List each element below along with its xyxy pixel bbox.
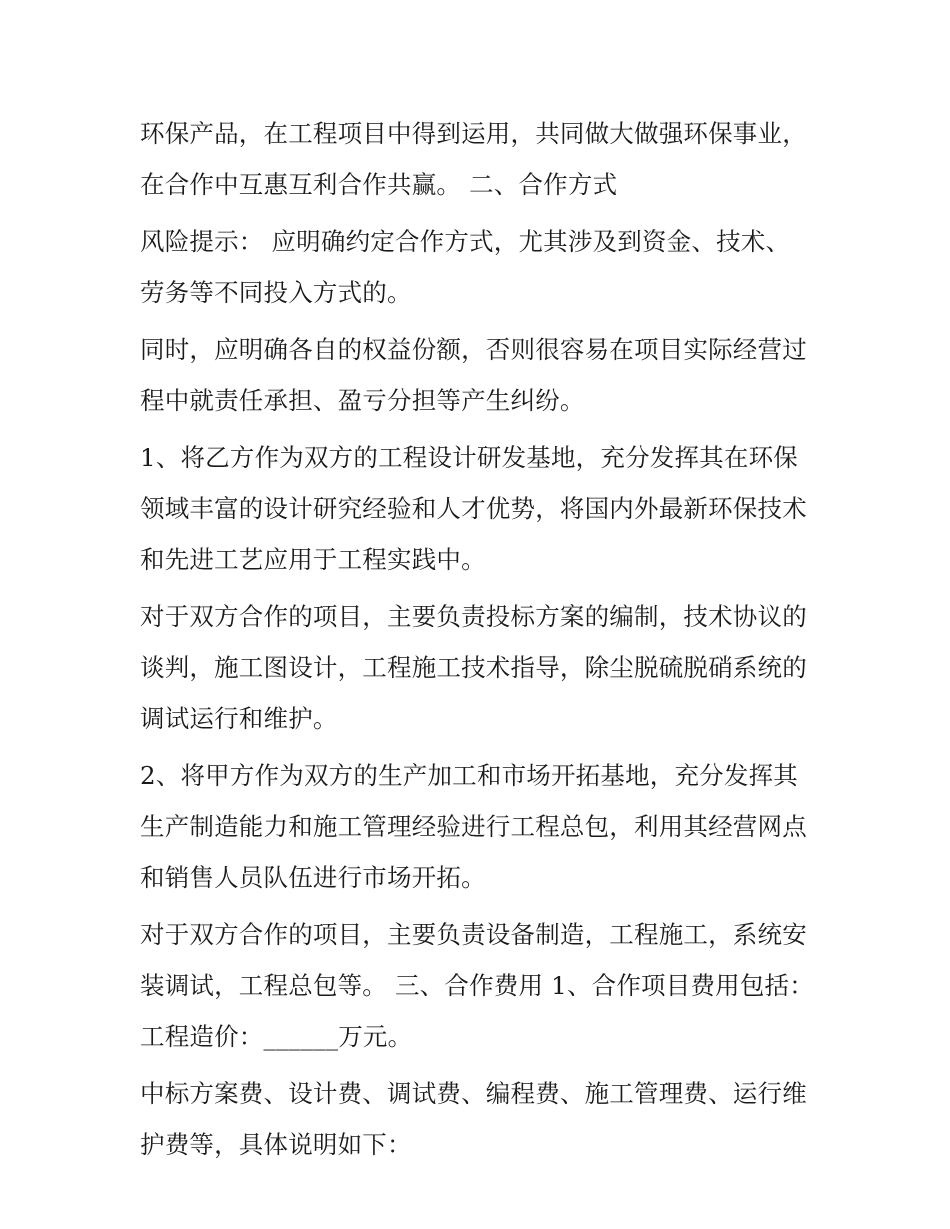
text-line: 同时，应明确各自的权益份额，否则很容易在项目实际经营过: [140, 335, 807, 364]
text-line: 劳务等不同投入方式的。: [140, 278, 412, 307]
text-line: 中标方案费、设计费、调试费、编程费、施工管理费、运行维: [140, 1079, 807, 1108]
text-line: 对于双方合作的项目，主要负责投标方案的编制，技术协议的: [140, 602, 807, 631]
paragraph-intro: [140, 108, 820, 210]
text-line: 和销售人员队伍进行市场开拓。: [140, 863, 486, 892]
document-body: [140, 108, 820, 1176]
text-line: 生产制造能力和施工管理经验进行工程总包，利用其经营网点: [140, 812, 807, 841]
paragraph-fee-items: [140, 1068, 820, 1170]
text-line: 在合作中互惠互利合作共赢。 二、合作方式: [140, 170, 618, 199]
text-line: 和先进工艺应用于工程实践中。: [140, 545, 486, 574]
text-line: 1、将乙方作为双方的工程设计研发基地，充分发挥其在环保: [140, 443, 798, 472]
text-line: 工程造价：______万元。: [140, 1022, 413, 1051]
text-line: 护费等，具体说明如下：: [140, 1130, 412, 1159]
paragraph-party-b-role: [140, 432, 820, 585]
text-line: 对于双方合作的项目，主要负责设备制造，工程施工，系统安: [140, 920, 807, 949]
text-line: 2、将甲方作为双方的生产加工和市场开拓基地，充分发挥其: [140, 761, 798, 790]
text-line: 环保产品，在工程项目中得到运用，共同做大做强环保事业，: [140, 119, 807, 148]
paragraph-party-a-role: [140, 750, 820, 903]
text-line: 谈判，施工图设计，工程施工技术指导，除尘脱硫脱硝系统的: [140, 653, 807, 682]
text-line: 领域丰富的设计研究经验和人才优势，将国内外最新环保技术: [140, 494, 807, 523]
text-line: 程中就责任承担、盈亏分担等产生纠纷。: [140, 386, 585, 415]
paragraph-party-b-duties: [140, 591, 820, 744]
text-line: 风险提示： 应明确约定合作方式，尤其涉及到资金、技术、: [140, 227, 791, 256]
text-line: 调试运行和维护。: [140, 704, 338, 733]
paragraph-risk-notice: [140, 216, 820, 318]
paragraph-rights-share: [140, 324, 820, 426]
paragraph-party-a-duties: [140, 909, 820, 1062]
text-line: 装调试，工程总包等。 三、合作费用 1、合作项目费用包括：: [140, 971, 814, 1000]
